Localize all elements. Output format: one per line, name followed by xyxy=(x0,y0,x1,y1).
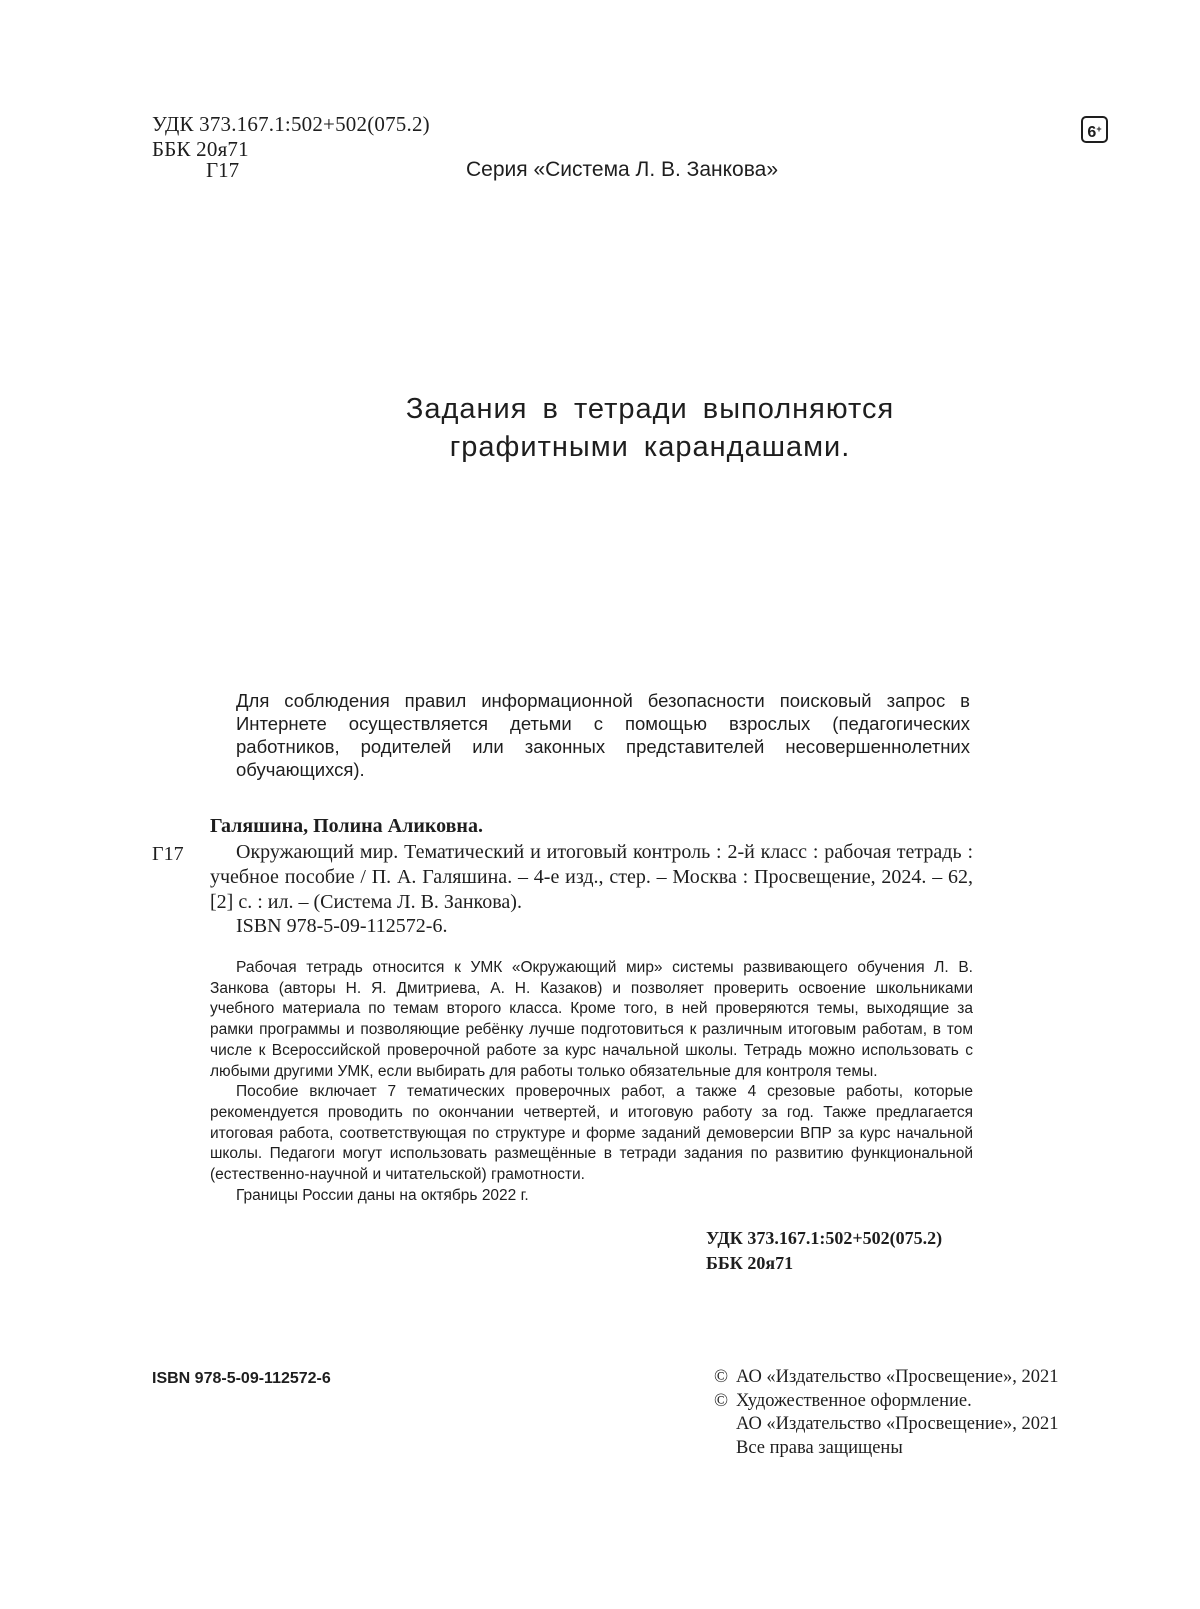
annotation-paragraph-2: Пособие включает 7 тематических проверочных работ, а также 4 срезовые работы, которые рекомендуется проводить по окончании четвертей, и итоговую работу за год. Также предлагается итоговая работа, соответствующая по структуре и форме заданий демоверсии ВПР за курс начальной школы. Педагоги могут использовать размещённые в тетради задания по развитию функциональной (естественно-научной и читательской) грамотности. xyxy=(210,1083,973,1184)
header-author-mark: Г17 xyxy=(206,158,240,182)
pencil-notice-line-2: графитными карандашами. xyxy=(449,431,851,463)
rights-reserved: Все права защищены xyxy=(736,1437,903,1458)
book-author: Галяшина, Полина Аликовна. xyxy=(210,815,483,837)
bottom-classification xyxy=(706,1226,942,1276)
bibliography-mark: Г17 xyxy=(152,843,184,865)
bibliographic-description xyxy=(210,840,973,915)
age-rating-badge xyxy=(1081,116,1108,143)
age-rating-number: 6 xyxy=(1087,124,1097,141)
bottom-udk: УДК 373.167.1:502+502(075.2) xyxy=(706,1228,943,1248)
bibliographic-text: Окружающий мир. Тематический и итоговый контроль : 2-й класс : рабочая тетрадь : учебное пособие / П. А. Галяшина. – 4-е изд., стер. – Москва : Просвещение, 2024. – 62, [2] с. : ил. – (Система Л. В. Занкова). xyxy=(210,841,973,913)
copyright-line-2: © Художественное оформление. xyxy=(736,1390,1059,1414)
internet-safety-text: Для соблюдения правил информационной безопасности поисковый запрос в Интернете осуществляется детьми с помощью взрослых (педагогических работников, родителей или законных представителей несовершеннолетних обучающихся). xyxy=(236,690,970,780)
header-bbk: ББК 20я71 xyxy=(152,137,249,161)
bottom-bbk: ББК 20я71 xyxy=(706,1253,794,1273)
pencil-notice xyxy=(260,390,1040,466)
copyright-block xyxy=(714,1366,1059,1460)
annotation-paragraph-1: Рабочая тетрадь относится к УМК «Окружающий мир» системы развивающего обучения Л. В. Занкова (авторы Н. Я. Дмитриева, А. Н. Казаков) и позволяет проверить освоение школьниками учебного материала по темам второго класса. Кроме того, в ней проверяются темы, выходящие за рамки программы и позволяющие ребёнку лучше подготовиться к различным итоговым работам, в том числе к Всероссийской проверочной работе за курс начальной школы. Тетрадь можно использовать с любыми другими УМК, если выбирать для работы только обязательные для контроля темы. xyxy=(210,959,973,1080)
header-classification xyxy=(152,112,430,162)
annotation-paragraph-3: Границы России даны на октябрь 2022 г. xyxy=(236,1186,529,1204)
copyright-line-3: АО «Издательство «Просвещение», 2021 xyxy=(736,1414,1059,1434)
copyright-icon: © xyxy=(714,1390,729,1411)
annotation xyxy=(210,958,973,1206)
copyright-icon: © xyxy=(714,1367,729,1387)
age-rating-plus: + xyxy=(1096,124,1102,134)
series-title: Серия «Система Л. В. Занкова» xyxy=(466,158,779,181)
bibliography-isbn: ISBN 978-5-09-112572-6. xyxy=(236,915,448,937)
internet-safety-notice xyxy=(236,689,970,781)
footer-isbn: ISBN 978-5-09-112572-6 xyxy=(152,1370,331,1387)
header-udk: УДК 373.167.1:502+502(075.2) xyxy=(152,112,430,136)
pencil-notice-line-1: Задания в тетради выполняются xyxy=(405,393,895,425)
copyright-line-1: © АО «Издательство «Просвещение», 2021 xyxy=(736,1366,1059,1390)
